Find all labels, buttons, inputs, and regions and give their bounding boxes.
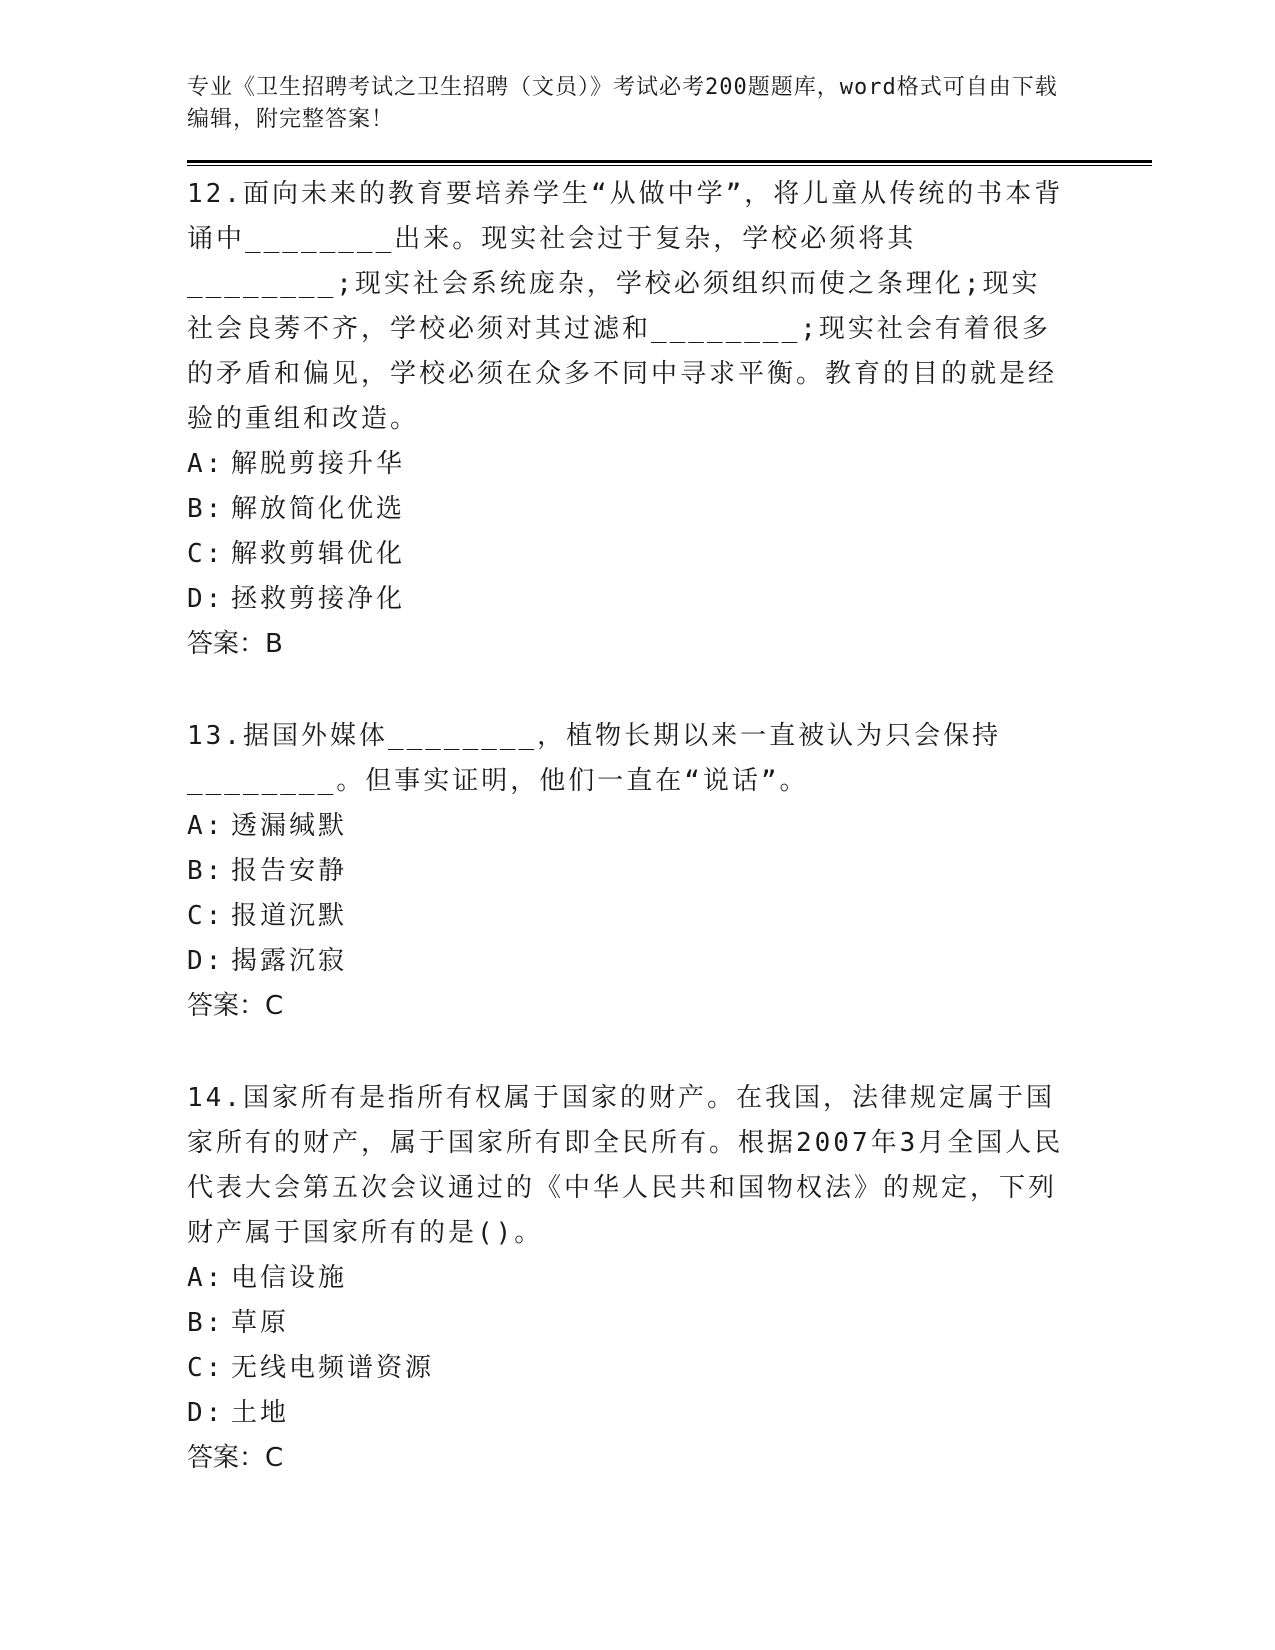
question-13 [187, 714, 1067, 1029]
option-letter: A: [187, 811, 225, 841]
option-a [187, 442, 1067, 487]
option-letter: A: [187, 1263, 225, 1293]
divider-thin-line [187, 165, 1152, 166]
option-d [187, 939, 1067, 984]
option-a [187, 1256, 1067, 1301]
document-header: 专业《卫生招聘考试之卫生招聘（文员）》考试必考200题题库，word格式可自由下载编辑，附完整答案！ [187, 75, 1058, 132]
option-text: 草原 [231, 1308, 290, 1338]
option-text: 无线电频谱资源 [231, 1353, 435, 1383]
option-b [187, 849, 1067, 894]
option-text: 解放简化优选 [231, 494, 406, 524]
option-b [187, 1301, 1067, 1346]
option-text: 报告安静 [231, 856, 348, 886]
option-a [187, 804, 1067, 849]
option-letter: C: [187, 539, 225, 569]
option-letter: A: [187, 449, 225, 479]
option-text: 解救剪辑优化 [231, 539, 406, 569]
option-d [187, 1391, 1067, 1436]
question-stem: 12.面向未来的教育要培养学生“从做中学”，将儿童从传统的书本背诵中________出来。现实社会过于复杂，学校必须将其________;现实社会系统庞杂，学校必须组织而使之条理化;现实社会良莠不齐，学校必须对其过滤和________;现实社会有着很多的矛盾和偏见，学校必须在众多不同中寻求平衡。教育的目的就是经验的重组和改造。 [187, 179, 1064, 434]
option-text: 拯救剪接净化 [231, 584, 406, 614]
option-letter: D: [187, 584, 225, 614]
question-12 [187, 172, 1067, 667]
option-text: 电信设施 [231, 1263, 348, 1293]
option-letter: C: [187, 901, 225, 931]
question-stem: 14.国家所有是指所有权属于国家的财产。在我国，法律规定属于国家所有的财产，属于国家所有即全民所有。根据2007年3月全国人民代表大会第五次会议通过的《中华人民共和国物权法》的规定，下列财产属于国家所有的是()。 [187, 1083, 1064, 1248]
divider-thick-line [187, 160, 1152, 163]
answer-line: 答案：C [187, 1443, 284, 1473]
option-c [187, 894, 1067, 939]
option-letter: C: [187, 1353, 225, 1383]
option-letter: B: [187, 856, 225, 886]
option-letter: D: [187, 946, 225, 976]
option-text: 透漏缄默 [231, 811, 348, 841]
option-text: 揭露沉寂 [231, 946, 348, 976]
header-divider [187, 160, 1152, 166]
question-14 [187, 1076, 1067, 1481]
option-text: 报道沉默 [231, 901, 348, 931]
document-page [187, 72, 1152, 1481]
option-c [187, 1346, 1067, 1391]
question-stem: 13.据国外媒体________，植物长期以来一直被认为只会保持________。但事实证明，他们一直在“说话”。 [187, 721, 1002, 796]
option-letter: D: [187, 1398, 225, 1428]
option-text: 解脱剪接升华 [231, 449, 406, 479]
option-c [187, 532, 1067, 577]
option-letter: B: [187, 1308, 225, 1338]
answer-line: 答案：C [187, 991, 284, 1021]
answer-line: 答案：B [187, 629, 283, 659]
option-d [187, 577, 1067, 622]
option-text: 土地 [231, 1398, 290, 1428]
option-b [187, 487, 1067, 532]
option-letter: B: [187, 494, 225, 524]
